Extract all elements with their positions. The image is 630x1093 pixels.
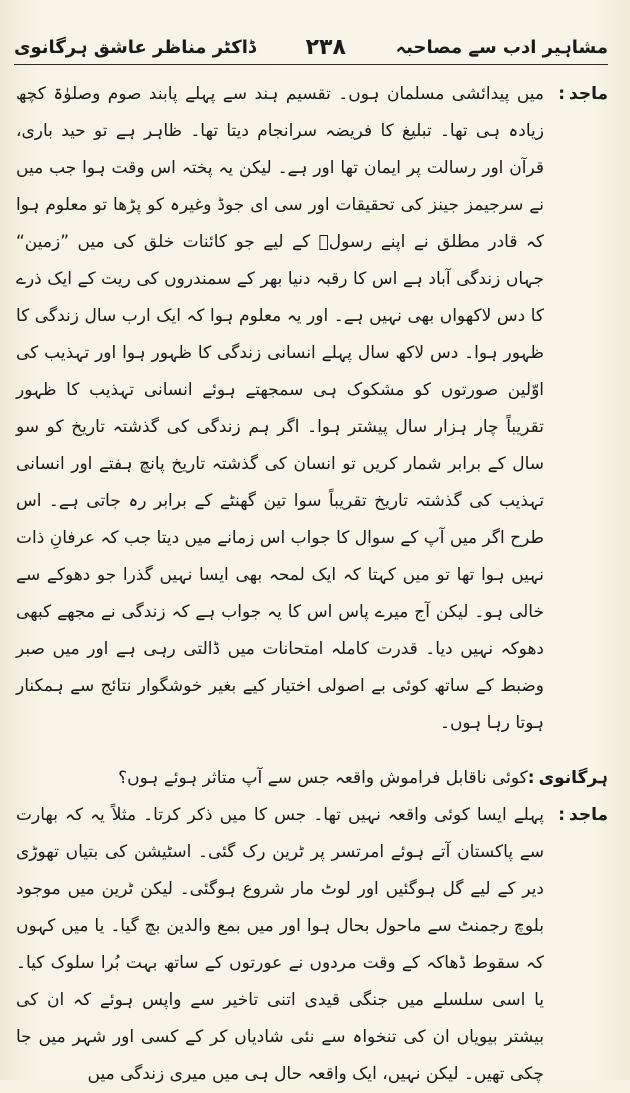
running-header (14, 30, 608, 65)
author-name: ڈاکٹر مناظر عاشق ہرگانوی (14, 36, 256, 58)
interview-entry (16, 760, 608, 797)
page-number: ۲۳۸ (305, 34, 346, 60)
speaker-label: ماجد: (558, 84, 608, 104)
answer-text: میں پیدائشی مسلمان ہوں۔ تقسیم ہند سے پہلے پابند صوم وصلوٰۃ کچھ زیادہ ہی تھا۔ تبلیغ کا فریضہ سرانجام دیتا تھا۔ ظاہر ہے تو حید باری، قرآن اور رسالت پر ایمان تھا اور ہے۔ لیکن یہ پختہ اس وقت ہوا جب میں نے سرجیمز جینز کی تحقیقات اور سی ای جوڈ وغیرہ کو پڑھا تو معلوم ہوا کہ قادر مطلق نے اپنے رسولؐ کے لیے جو کائنات خلق کی میں ”زمین“ جہاں زندگی آباد ہے اس کا رقبہ دنیا بھر کے سمندروں کی ریت کے ایک ذرے کا دس لاکھواں بھی نہیں ہے۔ اور یہ معلوم ہوا کہ ایک ارب سال زندگی کا ظہور ہوا۔ دس لاکھ سال پہلے انسانی زندگی کا ظہور ہوا اور تہذیب کی اوّلین صورتوں کو مشکوک ہی سمجھتے ہوئے انسانی تہذیب کا ظہور تقریباً چار ہزار سال پیشتر ہوا۔ اگر ہم زندگی کی گذشتہ تاریخ کو سو سال کے برابر شمار کریں تو انسان کی گذشتہ تاریخ پانچ ہفتے اور انسانی تہذیب کی گذشتہ تاریخ تقریباً سوا تین گھنٹے کے برابر رہ جاتی ہے۔ اس طرح اگر میں آپ کے سوال کا جواب اس زمانے میں دیتا جب کہ عرفانِ ذات نہیں ہوا تھا تو میں کہتا کہ ایک لمحہ بھی ایسا نہیں گذرا جو دھوکے سے خالی ہو۔ لیکن آج میرے پاس اس کا یہ جواب ہے کہ زندگی نے مجھے کبھی دھوکہ نہیں دیا۔ قدرت کاملہ امتحانات میں ڈالتی رہی ہے اور میں صبر وضبط کے ساتھ کوئی بے اصولی اختیار کیے بغیر خوشگوار نتائج سے ہمکنار ہوتا رہا ہوں۔ (16, 84, 544, 733)
question-text: کوئی ناقابل فراموش واقعہ جس سے آپ متاثر ہوئے ہوں؟ (118, 768, 528, 788)
interview-body (16, 76, 608, 1084)
answer-text: پہلے ایسا کوئی واقعہ نہیں تھا۔ جس کا میں ذکر کرتا۔ مثلاً یہ کہ بھارت سے پاکستان آتے ہوئے امرتسر پر ٹرین رک گئی۔ اسٹیشن کی بتیاں تھوڑی دیر کے لیے گل ہوگئیں اور لوٹ مار شروع ہوگئی۔ لیکن ٹرین میں موجود بلوچ رجمنٹ سے ماحول بحال ہوا اور میں بمع والدین بچ گیا۔ یا میں کہوں کہ سقوط ڈھاکہ کے وقت مردوں نے عورتوں کے ساتھ بہت بُرا سلوک کیا۔ یا اسی سلسلے میں جنگی قیدی اتنی تاخیر سے واپس ہوئے کہ ان کی بیشتر بیویاں ان کی تنخواہ سے نئی شادیاں کر کے کسی اور شہر میں جا چکی تھیں۔ لیکن نہیں، ایک واقعہ حال ہی میں میری زندگی میں (16, 805, 544, 1084)
interview-entry (16, 76, 608, 742)
book-title: مشاہیر ادب سے مصاحبہ (395, 36, 608, 58)
speaker-label: ہرگانوی: (527, 768, 608, 788)
interview-entry (16, 797, 608, 1093)
speaker-label: ماجد: (558, 805, 608, 825)
